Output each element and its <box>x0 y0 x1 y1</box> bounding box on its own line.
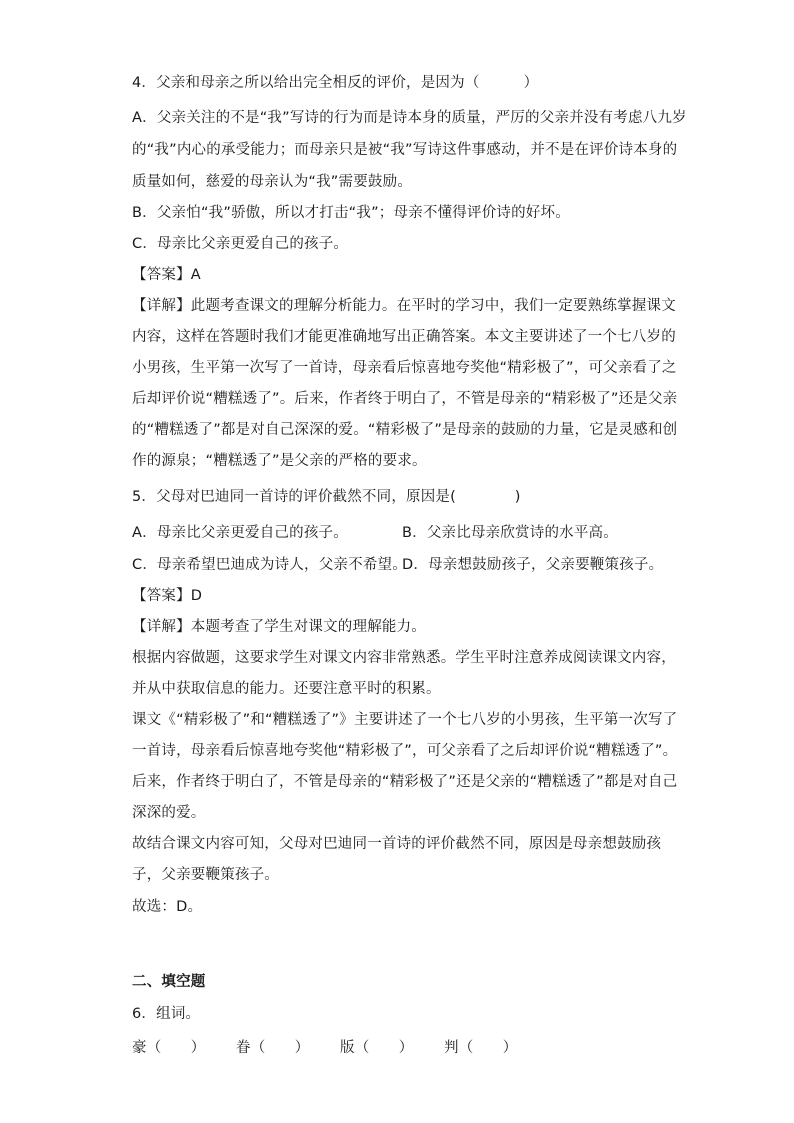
q4-detail-line-5: 的“糟糕透了”都是对自己深深的爱。“精彩极了”是母亲的鼓励的力量，它是灵感和创 <box>132 422 678 438</box>
fill-item-ban: 版（ ） <box>340 1040 414 1056</box>
q5-option-b: B．父亲比母亲欣赏诗的水平高。 <box>402 525 618 541</box>
q4-detail-line-3: 小男孩，生平第一次写了一首诗，母亲看后惊喜地夸奖他“精彩极了”，可父亲看了之 <box>132 360 677 376</box>
fill-item-hao: 豪（ ） <box>132 1040 206 1056</box>
q4-detail-line-6: 作的源泉；“糟糕透了”是父亲的严格的要求。 <box>132 453 427 469</box>
q5-detail-line-10: 故选：D。 <box>132 899 203 915</box>
q6-fill-row <box>132 1038 692 1058</box>
q5-detail-line-1: 【详解】本题考查了学生对课文的理解能力。 <box>132 619 426 635</box>
q4-option-a-line-2: 的“我”内心的承受能力；而母亲只是被“我”写诗这件事感动，并不是在评价诗本身的 <box>132 142 678 158</box>
fill-item-pan: 判（ ） <box>444 1040 518 1056</box>
q5-options-row-2 <box>132 555 692 575</box>
q4-detail-line-2: 内容，这样在答题时我们才能更准确地写出正确答案。本文主要讲述了一个七八岁的 <box>132 329 676 345</box>
q5-detail-line-7: 深深的爱。 <box>132 805 206 821</box>
q5-detail-line-3: 并从中获取信息的能力。还要注意平时的积累。 <box>132 681 441 697</box>
question-5-stem: 5．父母对巴迪同一首诗的评价截然不同，原因是( ) <box>132 489 521 505</box>
q5-option-c: C．母亲希望巴迪成为诗人，父亲不希望。 <box>132 557 407 573</box>
q4-option-a-line-3: 质量如何，慈爱的母亲认为“我”需要鼓励。 <box>132 174 413 190</box>
q4-option-a-line-1: A．父亲关注的不是“我”写诗的行为而是诗本身的质量，严厉的父亲并没有考虑八九岁 <box>132 110 687 126</box>
q5-option-d: D．母亲想鼓励孩子，父亲要鞭策孩子。 <box>402 557 664 573</box>
q5-detail-line-4: 课文《“精彩极了”和“糟糕透了”》主要讲述了一个七八岁的小男孩，生平第一次写了 <box>132 712 678 728</box>
question-6-stem: 6．组词。 <box>132 1006 201 1022</box>
q5-detail-line-6: 后来，作者终于明白了，不管是母亲的“精彩极了”还是父亲的“糟糕透了”都是对自己 <box>132 774 678 790</box>
q5-answer: 【答案】D <box>132 588 203 604</box>
q4-detail-line-4: 后却评价说“糟糕透了”。后来，作者终于明白了，不管是母亲的“精彩极了”还是父亲 <box>132 391 678 407</box>
q5-option-a: A．母亲比父亲更爱自己的孩子。 <box>132 525 348 541</box>
q4-option-c: C．母亲比父亲更爱自己的孩子。 <box>132 236 349 252</box>
q5-detail-line-8: 故结合课文内容可知，父母对巴迪同一首诗的评价截然不同，原因是母亲想鼓励孩 <box>132 836 662 852</box>
q4-option-b: B．父亲怕“我”骄傲，所以才打击“我”；母亲不懂得评价诗的好坏。 <box>132 205 570 221</box>
q5-detail-line-9: 子，父亲要鞭策孩子。 <box>132 867 279 883</box>
q5-options-row-1 <box>132 523 692 543</box>
section-2-title: 二、填空题 <box>132 974 206 990</box>
q4-detail-line-1: 【详解】此题考查课文的理解分析能力。在平时的学习中，我们一定要熟练掌握课文 <box>132 298 676 314</box>
question-4-stem: 4．父亲和母亲之所以给出完全相反的评价，是因为（ ） <box>132 75 539 91</box>
fill-item-juan: 眷（ ） <box>236 1040 310 1056</box>
q5-detail-line-2: 根据内容做题，这要求学生对课文内容非常熟悉。学生平时注意养成阅读课文内容， <box>132 650 676 666</box>
q5-detail-line-5: 一首诗，母亲看后惊喜地夸奖他“精彩极了”，可父亲看了之后却评价说“糟糕透了”。 <box>132 743 678 759</box>
q4-answer: 【答案】A <box>132 267 201 283</box>
